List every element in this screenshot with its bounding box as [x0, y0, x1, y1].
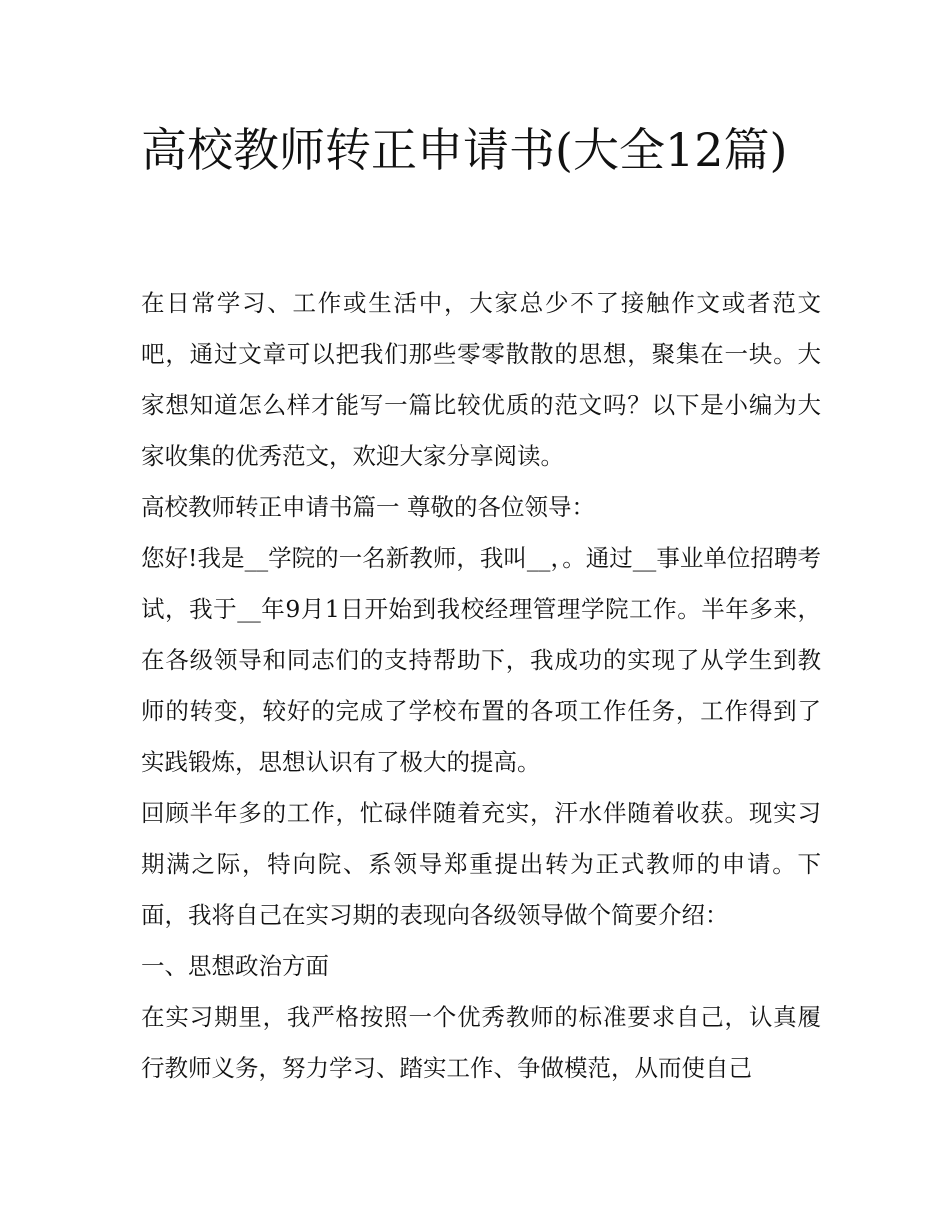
document-body [141, 278, 821, 1094]
intro-paragraph: 在日常学习、工作或生活中，大家总少不了接触作文或者范文吧，通过文章可以把我们那些零零散散的思想，聚集在一块。大家想知道怎么样才能写一篇比较优质的范文吗？以下是小编为大家收集的优秀范文，欢迎大家分享阅读。 [141, 289, 821, 470]
document-title: 高校教师转正申请书(大全12篇) [141, 123, 788, 177]
body-paragraph: 回顾半年多的工作，忙碌伴随着充实，汗水伴随着收获。现实习期满之际，特向院、系领导郑重提出转为正式教师的申请。下面，我将自己在实习期的表现向各级领导做个简要介绍： [141, 799, 821, 929]
subheading: 一、思想政治方面 [141, 952, 329, 980]
body-paragraph: 您好!我是__学院的一名新教师，我叫__，。通过__事业单位招聘考试，我于__年9月1日开始到我校经理管理学院工作。半年多来，在各级领导和同志们的支持帮助下，我成功的实现了从学生到教师的转变，较好的完成了学校布置的各项工作任务，工作得到了实践锻炼，思想认识有了极大的提高。 [141, 544, 821, 776]
section-heading: 高校教师转正申请书篇一 尊敬的各位领导： [141, 493, 595, 521]
body-paragraph: 在实习期里，我严格按照一个优秀教师的标准要求自己，认真履行教师义务，努力学习、踏实工作、争做模范，从而使自己 [141, 1003, 821, 1082]
